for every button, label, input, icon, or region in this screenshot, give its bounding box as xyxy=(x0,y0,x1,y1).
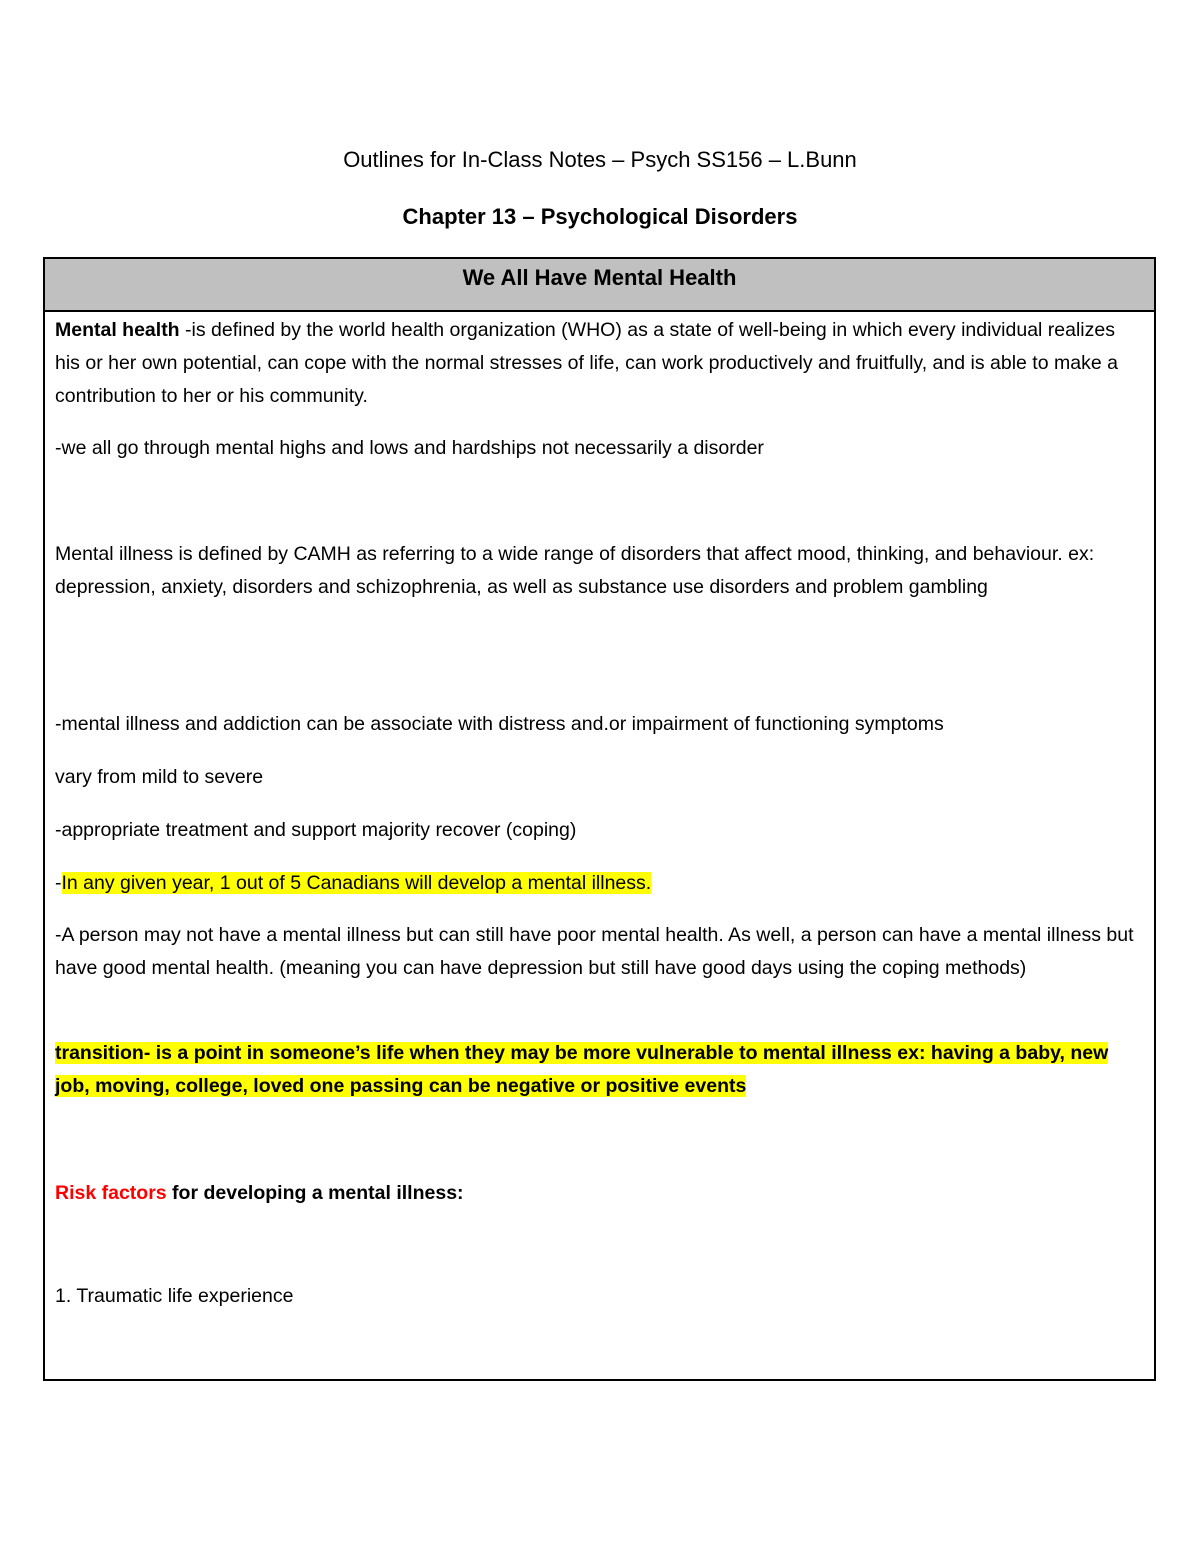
note-statistic xyxy=(55,867,1142,900)
note-distress: -mental illness and addiction can be associate with distress and.or impairment of functioning symptoms xyxy=(55,713,944,735)
table-header: We All Have Mental Health xyxy=(45,259,1154,312)
note-transition xyxy=(55,1037,1142,1103)
note-highs-lows: -we all go through mental highs and lows and hardships not necessarily a disorder xyxy=(55,437,764,459)
risk-factor-1: 1. Traumatic life experience xyxy=(55,1285,294,1307)
risk-factors-label: Risk factors xyxy=(55,1182,167,1204)
statistic-highlight: In any given year, 1 out of 5 Canadians will develop a mental illness. xyxy=(61,872,652,894)
risk-factors-text: for developing a mental illness: xyxy=(166,1182,464,1204)
statistic-prefix: - xyxy=(55,872,62,894)
table-body xyxy=(45,312,1154,1381)
mental-health-definition xyxy=(55,314,1142,413)
mental-health-term: Mental health xyxy=(55,319,180,341)
note-illness-vs-health: -A person may not have a mental illness but can still have poor mental health. As well, a person can have a mental illness but have good mental health. (meaning you can have depression but still have good days using the coping methods) xyxy=(55,924,1134,979)
note-treatment: -appropriate treatment and support majority recover (coping) xyxy=(55,819,577,841)
chapter-title: Chapter 13 – Psychological Disorders xyxy=(402,204,798,229)
risk-factors-heading xyxy=(55,1177,1142,1210)
note-mild-severe: vary from mild to severe xyxy=(55,766,264,788)
mental-health-text: -is defined by the world health organization (WHO) as a state of well-being in which every individual realizes his or her own potential, can cope with the normal stresses of life, can work productively and fruitfully, and is able to make a contribution to her or his community. xyxy=(55,319,1118,407)
notes-table xyxy=(43,257,1156,1381)
transition-highlight: transition- is a point in someone’s life when they may be more vulnerable to mental illness ex: having a baby, new job, moving, college, loved one passing can be negative or positive events xyxy=(55,1042,1109,1097)
document-heading: Outlines for In-Class Notes – Psych SS156 – L.Bunn xyxy=(343,147,857,172)
mental-illness-definition: Mental illness is defined by CAMH as referring to a wide range of disorders that affect mood, thinking, and behaviour. ex: depression, anxiety, disorders and schizophrenia, as well as substance use disorders and problem gambling xyxy=(55,543,1095,598)
